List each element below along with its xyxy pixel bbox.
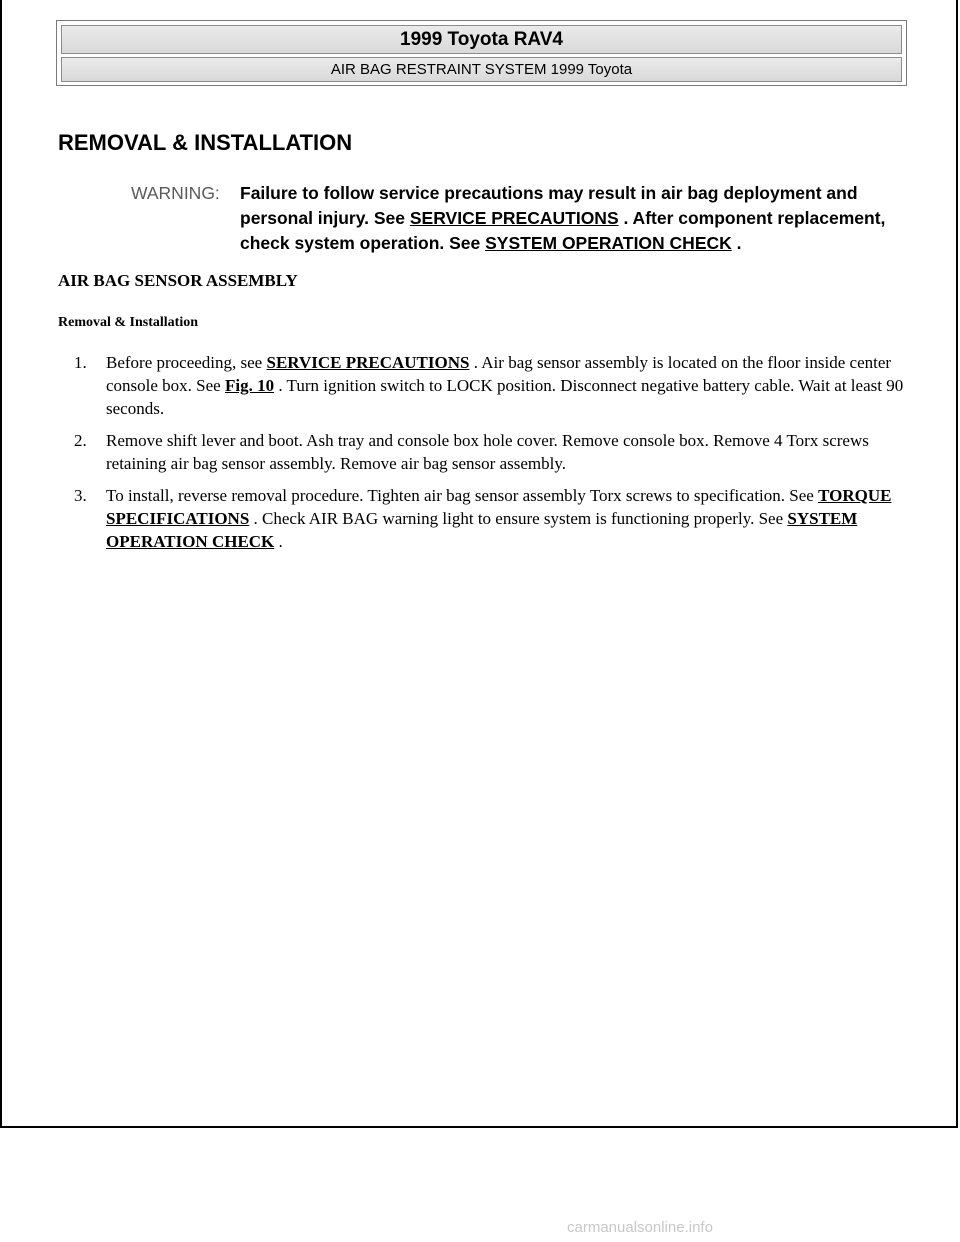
procedure-step [74,484,924,553]
service-precautions-link[interactable]: SERVICE PRECAUTIONS [409,208,619,228]
warning-text-part: . After component replacement, check system operation. See [240,208,886,253]
procedure-steps [74,351,924,562]
step-number: 3. [74,486,87,505]
step-text: Remove shift lever and boot. Ash tray and console box hole cover. Remove console box. Remove 4 Torx screws retaining air bag sensor assembly. Remove air bag sensor assembly. [106,431,869,473]
system-operation-check-link[interactable]: SYSTEM OPERATION CHECK [485,233,732,253]
warning-text-part: Failure to follow service precautions may result in air bag deployment and personal injury. See [240,183,858,228]
step-text: . Air bag sensor assembly is located on the floor inside center console box. See [106,353,892,395]
page-frame-right [956,0,958,1128]
warning-text [240,181,930,256]
step-text: . [274,532,283,551]
watermark: carmanualsonline.info [567,1219,713,1236]
step-text: Before proceeding, see [106,353,267,372]
document-header [56,20,907,86]
service-precautions-link[interactable]: SERVICE PRECAUTIONS [266,353,470,372]
procedure-step [74,429,924,475]
warning-label: WARNING: [131,183,220,203]
header-title: 1999 Toyota RAV4 [61,25,902,54]
figure-10-link[interactable]: Fig. 10 [224,376,275,395]
system-operation-check-link[interactable]: SYSTEM OPERATION CHECK [106,509,858,551]
step-text: . Turn ignition switch to LOCK position. Disconnect negative battery cable. Wait at least 90 seconds. [106,376,904,418]
header-subtitle: AIR BAG RESTRAINT SYSTEM 1999 Toyota [61,57,902,82]
section-title: REMOVAL & INSTALLATION [58,130,353,155]
step-text: . Check AIR BAG warning light to ensure system is functioning properly. See [249,509,788,528]
step-text: To install, reverse removal procedure. Tighten air bag sensor assembly Torx screws to specification. See [106,486,819,505]
subheading-air-bag-sensor-assembly: AIR BAG SENSOR ASSEMBLY [58,271,298,290]
step-number: 2. [74,431,87,450]
procedure-step [74,351,924,420]
page-frame-left [0,0,2,1128]
page-frame-bottom [0,1126,958,1128]
warning-text-part: . [731,233,742,253]
subheading-removal-installation: Removal & Installation [58,315,198,330]
torque-specifications-link[interactable]: TORQUE SPECIFICATIONS [106,486,892,528]
step-number: 1. [74,353,87,372]
